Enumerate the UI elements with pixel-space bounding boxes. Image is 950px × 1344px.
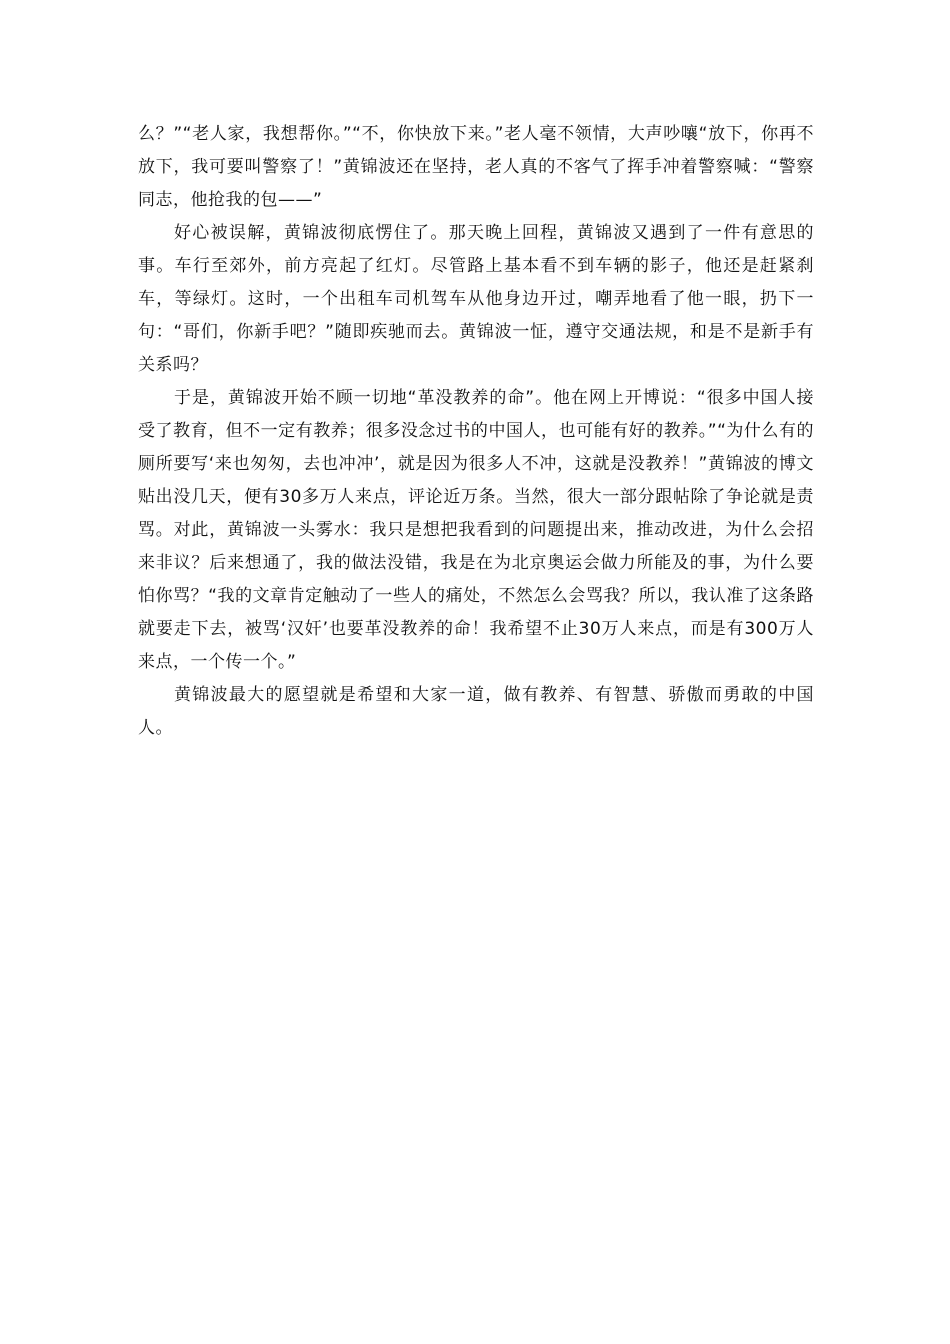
paragraph-4: 黄锦波最大的愿望就是希望和大家一道，做有教养、有智慧、骄傲而勇敢的中国人。 [138,685,814,738]
paragraph-1: 么？”“老人家，我想帮你。”“不，你快放下来。”老人毫不领情，大声吵嚷“放下，你再不放下，我可要叫警察了！”黄锦波还在坚持，老人真的不客气了挥手冲着警察喊：“警察同志，他抢我的包——” [138,124,814,210]
document-body [138,118,814,745]
paragraph-2: 好心被误解，黄锦波彻底愣住了。那天晚上回程，黄锦波又遇到了一件有意思的事。车行至郊外，前方亮起了红灯。尽管路上基本看不到车辆的影子，他还是赶紧刹车，等绿灯。这时，一个出租车司机驾车从他身边开过，嘲弄地看了他一眼，扔下一句：“哥们，你新手吧？”随即疾驰而去。黄锦波一怔，遵守交通法规，和是不是新手有关系吗？ [138,223,814,375]
paragraph-3: 于是，黄锦波开始不顾一切地“革没教养的命”。他在网上开博说：“很多中国人接受了教育，但不一定有教养；很多没念过书的中国人，也可能有好的教养。”“为什么有的厕所要写‘来也匆匆，去也冲冲’，就是因为很多人不冲，这就是没教养！”黄锦波的博文贴出没几天，便有30多万人来点，评论近万条。当然，很大一部分跟帖除了争论就是责骂。对此，黄锦波一头雾水：我只是想把我看到的问题提出来，推动改进，为什么会招来非议？后来想通了，我的做法没错，我是在为北京奥运会做力所能及的事，为什么要怕你骂？“我的文章肯定触动了一些人的痛处，不然怎么会骂我？所以，我认准了这条路就要走下去，被骂‘汉奸’也要革没教养的命！我希望不止30万人来点，而是有300万人来点，一个传一个。” [138,388,814,672]
